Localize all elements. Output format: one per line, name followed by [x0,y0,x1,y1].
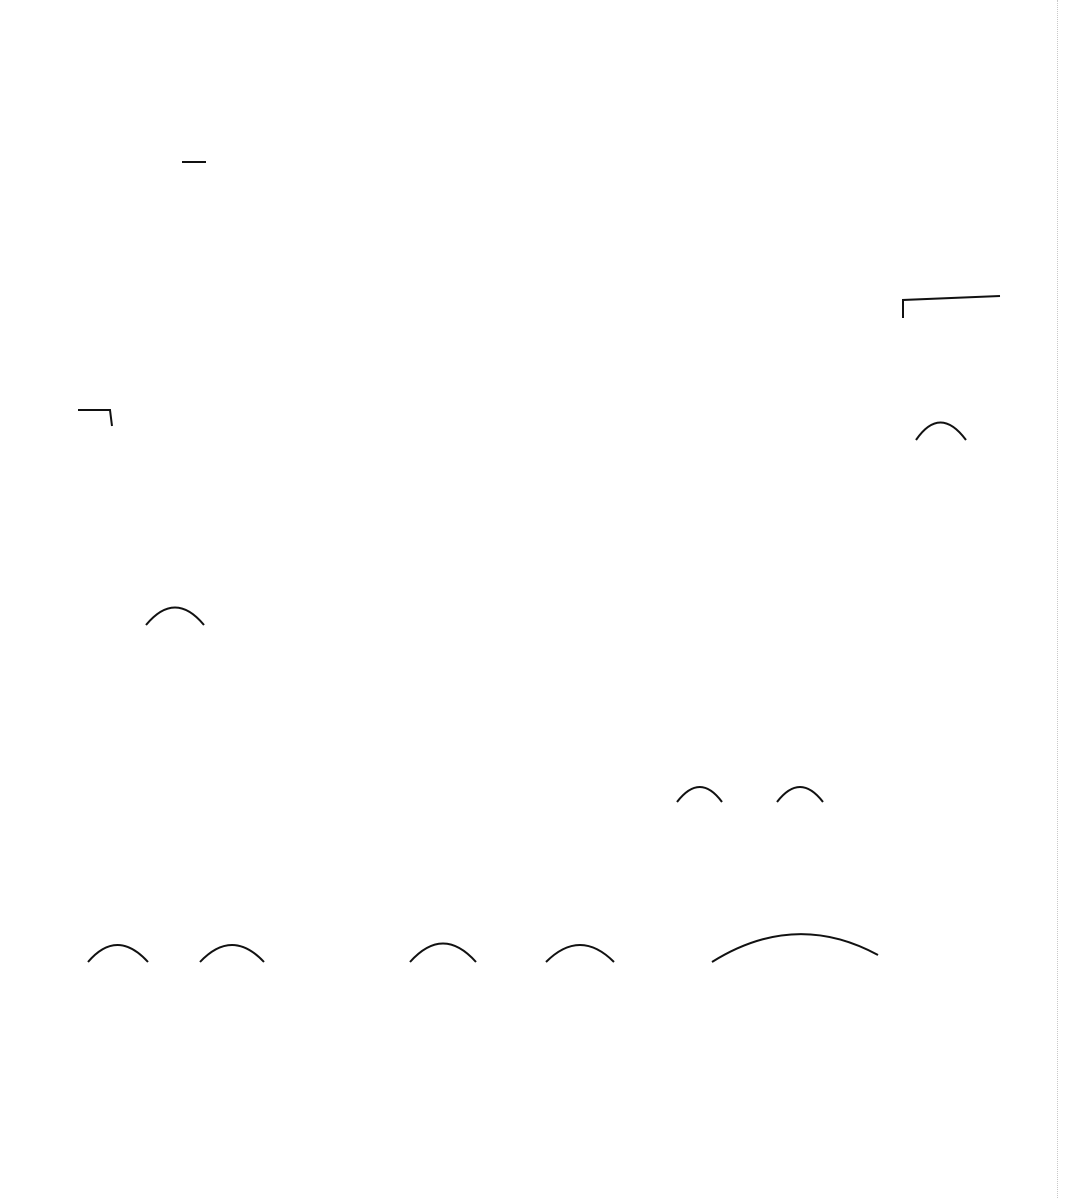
tie-line2-end [78,410,112,426]
slur-line5-b [200,945,264,962]
slur-line5-c [410,944,476,963]
slur-line5-d [546,945,614,962]
slur-line2-end [916,423,966,441]
slur-line4-34 [677,787,722,802]
volta-bracket [903,296,1000,318]
slur-line3-start [146,608,204,626]
slur-line5-a [88,945,148,962]
slur-line5-e [712,934,878,962]
slur-line4-56 [777,787,823,802]
